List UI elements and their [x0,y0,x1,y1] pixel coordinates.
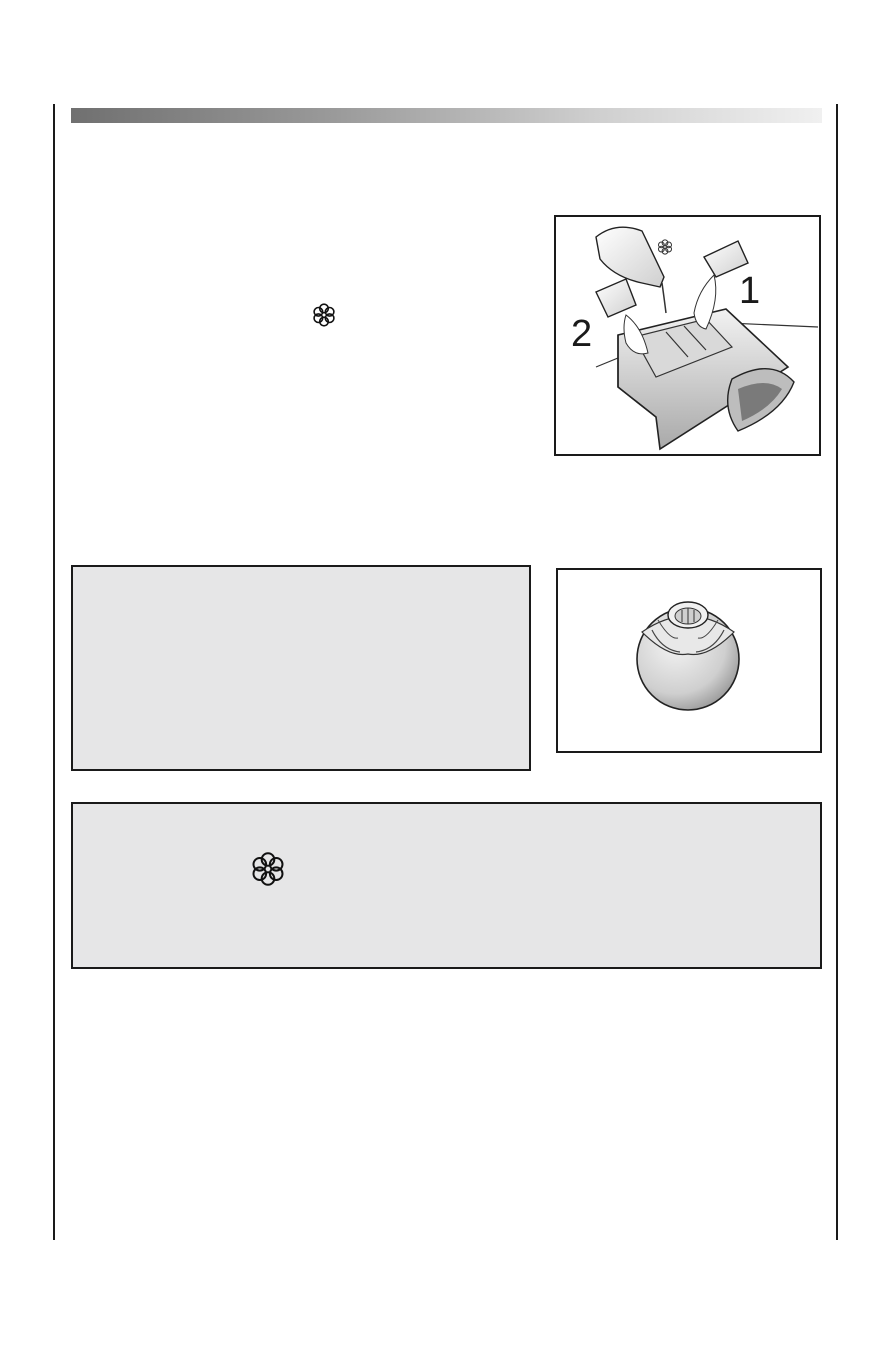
detergent-drawer-figure [554,215,821,456]
dosing-ball-figure [556,568,822,753]
section-header-bar [71,108,822,123]
note-box-dosing [71,565,531,771]
compartment-1-label: 1 [739,270,761,312]
note-box-softener [71,802,822,969]
softener-flower-icon [311,302,337,328]
softener-flower-icon-note [249,850,287,888]
right-margin-rule [836,104,838,1240]
left-margin-rule [53,104,55,1240]
compartment-2-label: 2 [571,313,593,355]
dosing-ball-icon [558,570,820,751]
detergent-drawer-drawing [556,217,819,454]
